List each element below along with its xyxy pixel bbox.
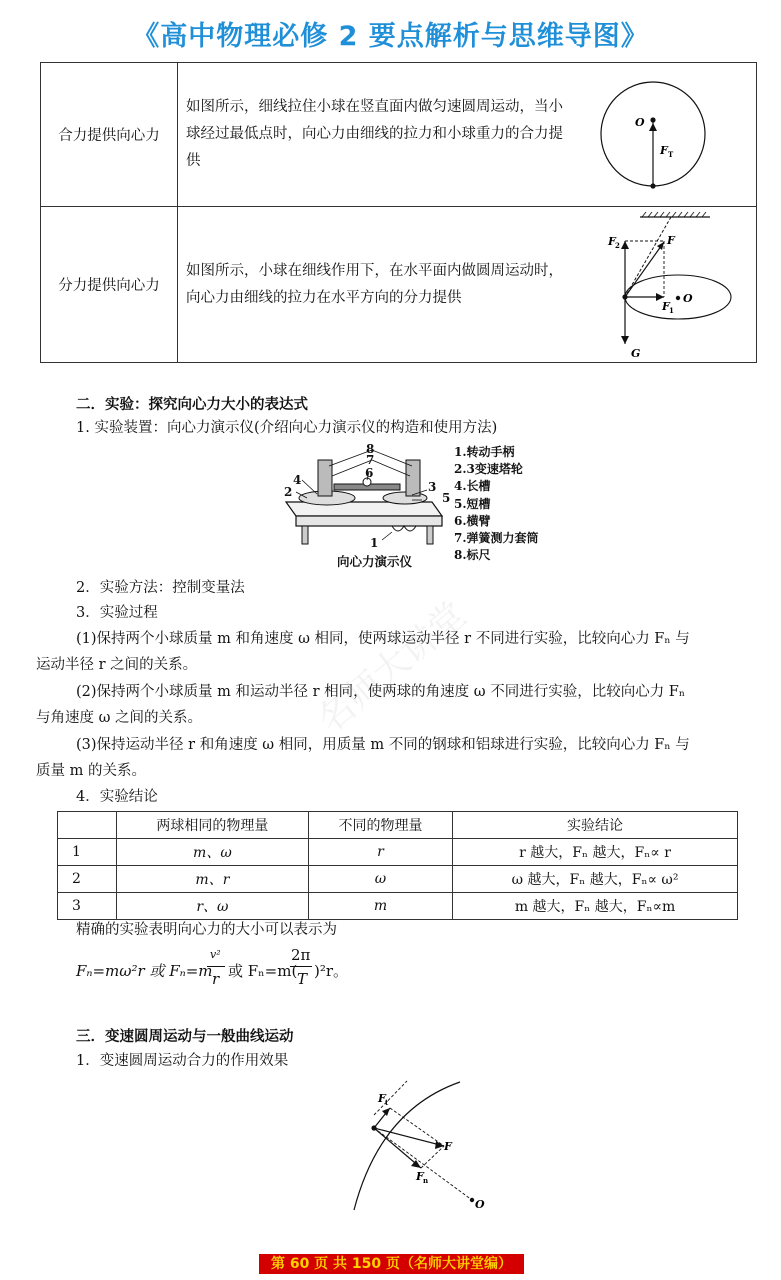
device-number: 3: [428, 480, 437, 494]
device-number: 4: [293, 473, 302, 487]
f-label: F: [667, 234, 675, 247]
row-description: 如图所示，小球在细线作用下，在水平面内做圆周运动时，向心力由细线的拉力在水平方向的分力提供: [186, 262, 563, 306]
table-row: 3 r、ω m m 越大，Fₙ 越大，Fₙ∝m: [58, 893, 738, 920]
origin-label: O: [635, 116, 645, 129]
formula-part: Fₙ=mω²r 或 Fₙ=m: [76, 962, 213, 980]
tension-label: F: [660, 144, 668, 157]
table-header-row: [58, 812, 738, 839]
device-number: 1: [370, 536, 379, 550]
conical-pendulum-figure: [598, 207, 748, 361]
section-heading: 二．实验：探究向心力大小的表达式: [76, 397, 308, 413]
process-step-cont: 质量 m 的关系。: [36, 763, 146, 779]
formula-part: 或 Fₙ=m(: [228, 962, 298, 980]
fraction-numerator: v²: [210, 948, 221, 961]
device-number: 2: [284, 485, 293, 499]
item-method: 2．实验方法：控制变量法: [76, 580, 245, 596]
tension-subscript: T: [668, 150, 674, 159]
page-title: 《高中物理必修 2 要点解析与思维导图》: [132, 21, 649, 52]
row-label: 合力提供向心力: [41, 63, 178, 207]
table-row: [41, 63, 757, 207]
page-footer: 第 60 页 共 150 页（名师大讲堂编）: [259, 1254, 524, 1274]
f1-subscript: 1: [669, 306, 674, 315]
device-part-list: [454, 444, 539, 564]
vertical-circle-figure: [598, 69, 708, 199]
f-label: F: [444, 1140, 452, 1153]
fraction-denominator: T: [297, 970, 308, 988]
row-label: 分力提供向心力: [41, 207, 178, 363]
column-header: 不同的物理量: [308, 812, 452, 839]
part-label: 1.转动手柄: [454, 445, 515, 459]
part-label: 5.短槽: [454, 496, 491, 511]
fn-label: F: [416, 1170, 424, 1183]
table-row: 1 m、ω r r 越大，Fₙ 越大，Fₙ∝ r: [58, 839, 738, 866]
column-header: 实验结论: [453, 812, 738, 839]
part-label: 6.横臂: [454, 513, 491, 528]
variable-circular-motion-figure: [340, 1080, 500, 1220]
table-row: [41, 207, 757, 363]
device-number: 6: [365, 466, 374, 480]
device-number: 5: [442, 491, 451, 505]
part-label: 8.标尺: [454, 548, 491, 563]
gravity-label: G: [631, 347, 641, 360]
item-device: 1. 实验装置：向心力演示仪(介绍向心力演示仪的构造和使用方法): [76, 420, 498, 436]
table-row: 2 m、r ω ω 越大，Fₙ 越大，Fₙ∝ ω²: [58, 866, 738, 893]
fraction-numerator: 2π: [291, 946, 311, 964]
process-step: (2)保持两个小球质量 m 和运动半径 r 相同，使两球的角速度 ω 不同进行实验，比较向心力 Fₙ: [76, 684, 686, 700]
section-heading: 三．变速圆周运动与一般曲线运动: [76, 1029, 294, 1045]
item-conclusion: 4．实验结论: [76, 789, 158, 805]
device-number: 8: [366, 442, 375, 456]
formula-part: )²r。: [314, 962, 349, 980]
item-variable-speed: 1．变速圆周运动合力的作用效果: [76, 1053, 289, 1069]
centripetal-device-figure: [272, 440, 452, 555]
row-description: 如图所示，细线拉住小球在竖直面内做匀速圆周运动，当小球经过最低点时，向心力由细线的拉力和小球重力的合力提供: [186, 99, 563, 169]
part-label: 7.弹簧测力套筒: [454, 531, 539, 546]
device-caption: 向心力演示仪: [337, 554, 413, 569]
process-step: (3)保持运动半径 r 和角速度 ω 相同，用质量 m 不同的钢球和铝球进行实验，比较向心力 Fₙ 与: [76, 737, 690, 753]
fn-subscript: n: [423, 1176, 429, 1185]
fraction-denominator: r: [212, 970, 220, 988]
item-process: 3．实验过程: [76, 605, 158, 621]
origin-label: O: [475, 1198, 485, 1211]
f2-subscript: 2: [615, 241, 620, 250]
column-header: 两球相同的物理量: [117, 812, 309, 839]
conclusion-text: 精确的实验表明向心力的大小可以表示为: [76, 922, 337, 938]
ft-subscript: t: [385, 1098, 389, 1107]
device-number: 7: [366, 453, 375, 467]
part-label: 2.3变速塔轮: [454, 462, 523, 477]
origin-label: O: [683, 292, 693, 305]
process-step-cont: 与角速度 ω 之间的关系。: [36, 710, 203, 726]
part-label: 4.长槽: [454, 479, 491, 494]
f1-label: F: [662, 300, 670, 313]
watermark: 名师大讲堂: [309, 594, 475, 742]
force-table: [40, 62, 757, 363]
result-table: [57, 811, 738, 920]
process-step-cont: 运动半径 r 之间的关系。: [36, 657, 198, 673]
ft-label: F: [378, 1092, 386, 1105]
f2-label: F: [608, 235, 616, 248]
process-step: (1)保持两个小球质量 m 和角速度 ω 相同，使两球运动半径 r 不同进行实验，比较向心力 Fₙ 与: [76, 631, 690, 647]
